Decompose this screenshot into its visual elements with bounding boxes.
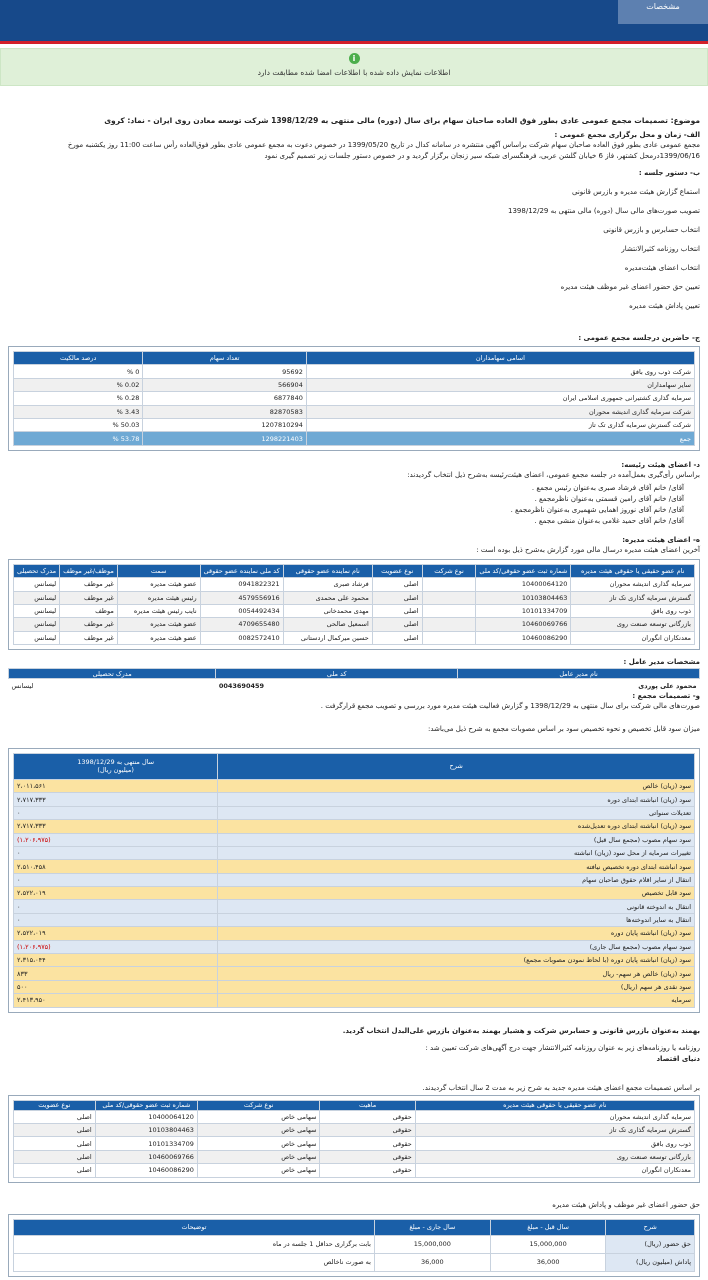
col-header: شماره ثبت عضو حقوقی/کد ملی: [95, 1100, 197, 1110]
table-row: شرکت ذوب روی بافق 95692 0 %: [14, 365, 695, 378]
profit-table: [13, 753, 695, 1008]
section-a-line2: 1399/06/16درمحل کشتهر، فاز 6 خیابان گلشن عربی، فرهنگسرای شبکه سیر زنجان برگزار گردید و در خصوص دستور جلسات زیر تصمیم گیری نمود: [264, 152, 700, 160]
col-header: مدرک تحصیلی: [14, 564, 60, 577]
new-board-table: [13, 1100, 695, 1178]
col-header: اسامی سهامداران: [306, 352, 694, 365]
table-row: حق حضور (ریال) 15,000,000 15,000,000 بابت برگزاری حداقل 1 جلسه در ماه: [14, 1235, 695, 1253]
table-row: سود انباشته ابتدای دوره تخصیص نیافته ۲،۵۱۰،۴۵۸: [14, 860, 695, 873]
presidium-item: آقای/ خانم آقای حمید غلامی به‌عنوان منشی مجمع .: [534, 516, 684, 525]
new-board-box: [8, 1095, 700, 1183]
col-header: سال قبل - مبلغ: [490, 1219, 606, 1235]
col-header: تعداد سهام: [143, 352, 306, 365]
col-header: توضیحات: [14, 1219, 375, 1235]
board-table: [13, 564, 695, 645]
auditor-text: بهمند به‌عنوان بازرس قانونی و حسابرس شرکت و هشیار بهمند به‌عنوان بازرس علی‌البدل انتخاب گردید.: [342, 1026, 700, 1035]
section-a-title: الف- زمان و محل برگزاری مجمع عمومی :: [554, 131, 700, 139]
table-row: انتقال به اندوخته قانونی ۰: [14, 900, 695, 913]
table-row: بازرگانی توسعه صنعت روی 10460069766 اصلی اسمعیل صالحی 4709655480 عضو هیئت مدیره غیر موظف لیسانس: [14, 618, 695, 631]
table-row: انتقال به سایر اندوخته‌ها ۰: [14, 913, 695, 926]
top-bar: [0, 0, 708, 44]
reward-table: [13, 1219, 695, 1272]
table-row: معدنکاران انگوران 10460086290 اصلی حسین میرکمال اردستانی 0082572410 عضو هیئت مدیره غیر موظف لیسانس: [14, 631, 695, 644]
col-header: سال منتهی به 1398/12/29 (میلیون ریال): [14, 753, 218, 779]
col-header: درصد مالکیت: [14, 352, 143, 365]
col-header: نوع عضویت: [372, 564, 422, 577]
table-row: شرکت گسترش سرمایه گذاری تک تاز 1207810294 50.03 %: [14, 418, 695, 431]
table-row: سود نقدی هر سهم (ریال) ۵۰۰: [14, 980, 695, 993]
section-e-title: ه- اعضای هیئت مدیره:: [622, 535, 700, 544]
col-header: نام نماینده عضو حقوقی: [283, 564, 372, 577]
col-header: نوع شرکت: [197, 1100, 320, 1110]
section-a-line1: مجمع عمومی عادی بطور فوق العاده صاحبان سهام شرکت براساس آگهی منتشره در سامانه کدال در تاریخ 1399/05/20 در خصوص دعوت به مجمع عمومی عادی بطور فوق‌العاده رأس ساعت 11:00 روز یکشنبه مورخ: [67, 141, 700, 149]
new-board-intro: بر اساس تصمیمات مجمع اعضای هیئت مدیره جدید به شرح زیر به مدت 2 سال انتخاب گردیدند.: [422, 1083, 700, 1092]
attendees-box: [8, 346, 700, 451]
table-row: سود قابل تخصیص ۲،۵۲۲،۰۱۹: [14, 887, 695, 900]
section-d-intro: براساس رأی‌گیری بعمل‌آمده در جلسه مجمع عمومی، اعضای هیئت‌رئیسه به‌شرح ذیل انتخاب گردیدند:: [407, 470, 700, 479]
col-header: شرح: [218, 753, 695, 779]
reward-box: [8, 1214, 700, 1277]
section-f-line1: صورت‌های مالی شرکت برای سال منتهی به 1398/12/29 و گزارش فعالیت هیئت مدیره مورد بررسی و تصویب مجمع قرارگرفت .: [320, 701, 700, 710]
agenda-item: انتخاب اعضای هیئت‌مدیره: [624, 264, 700, 272]
presidium-item: آقای/ خانم آقای فرشاد صبری به‌عنوان رئیس مجمع .: [531, 483, 684, 492]
col-header: شماره ثبت عضو حقوقی/کد ملی: [476, 564, 571, 577]
table-row: سرمایه گذاری کشتیرانی جمهوری اسلامی ایران 6877840 0.28 %: [14, 392, 695, 405]
table-row: گسترش سرمایه گذاری تک تاز حقوقی سهامی خاص 10103804463 اصلی: [14, 1124, 695, 1137]
col-header: کد ملی نماینده عضو حقوقی: [200, 564, 283, 577]
table-row: ذوب روی بافق 10101334709 اصلی مهدی محمدخانی 0054492434 نایب رئیس هیئت مدیره موظف لیسانس: [14, 604, 695, 617]
agenda-item: تعیین حق حضور اعضای غیر موظف هیئت مدیره: [560, 283, 700, 291]
table-row: ذوب روی بافق حقوقی سهامی خاص 10101334709 اصلی: [14, 1137, 695, 1150]
board-box: [8, 559, 700, 650]
table-row: تعدیلات سنواتی ۰: [14, 806, 695, 819]
col-header: کد ملی: [216, 669, 458, 679]
table-row: سود (زیان) خالص ۲،۰۱۱،۵۶۱: [14, 779, 695, 792]
section-d-title: د- اعضای هیئت رئیسه:: [621, 460, 700, 469]
agenda-item: تصویب صورت‌های مالی سال (دوره) مالی منتهی به 1398/12/29: [508, 207, 700, 215]
subject: موضوع: تصمیمات مجمع عمومی عادی بطور فوق العاده صاحبان سهام برای سال (دوره) مالی منتهی به 1398/12/29 شرکت توسعه معادن روی ایران - نماد: کروی: [104, 116, 700, 125]
agenda-list: [8, 188, 700, 310]
agenda-item: انتخاب روزنامه کثیرالانتشار: [621, 245, 700, 253]
section-f-title: و- تصمیمات مجمع :: [632, 691, 700, 700]
table-row: سود سهام مصوب (مجمع سال جاری) (۱،۲۰۶،۹۷۵): [14, 940, 695, 953]
profit-box: [8, 748, 700, 1013]
ceo-table: [8, 668, 700, 692]
presidium-item: آقای/ خانم آقای رامین قسمتی به‌عنوان ناظرمجمع .: [534, 494, 684, 503]
table-row: شرکت سرمایه گذاری اندیشه محوران 82870583 3.43 %: [14, 405, 695, 418]
profit-rows: [14, 779, 695, 1007]
newspaper-name: دنیای اقتصاد: [656, 1054, 700, 1063]
tab-details[interactable]: مشخصات: [618, 0, 708, 24]
col-header: نام مدیر عامل: [458, 669, 700, 679]
table-row: سود سهام مصوب (مجمع سال قبل) (۱،۲۰۶،۹۷۵): [14, 833, 695, 846]
agenda-item: استماع گزارش هیئت مدیره و بازرس قانونی: [572, 188, 700, 196]
table-row: معدنکاران انگوران حقوقی سهامی خاص 10460086290 اصلی: [14, 1164, 695, 1177]
presidium-list: [8, 484, 684, 526]
section-f-line2: میزان سود قابل تخصیص و نحوه تخصیص سود بر اساس مصوبات مجمع به شرح ذیل می‌باشد:: [427, 724, 700, 733]
table-row: انتقال از سایر اقلام حقوق صاحبان سهام ۰: [14, 873, 695, 886]
table-row: سود (زیان) خالص هر سهم- ریال ۸۳۳: [14, 967, 695, 980]
col-header: سال جاری - مبلغ: [374, 1219, 490, 1235]
section-e-intro: آخرین اعضای هیئت مدیره درسال مالی مورد گزارش به‌شرح ذیل بوده است :: [476, 545, 700, 554]
table-row: تغییرات سرمایه از محل سود (زیان) انباشته ۰: [14, 846, 695, 859]
col-header: نام عضو حقیقی یا حقوقی هیئت مدیره: [571, 564, 695, 577]
presidium-item: آقای/ خانم آقای نوروز اهمایی شهمیری به‌عنوان ناظرمجمع .: [510, 505, 684, 514]
col-header: ماهیت: [320, 1100, 415, 1110]
table-row: سرمایه گذاری اندیشه محوران 10400064120 اصلی فرشاد صبری 0941822321 عضو هیئت مدیره غیر موظف لیسانس: [14, 578, 695, 591]
col-header: سمت: [117, 564, 200, 577]
info-icon: i: [349, 53, 360, 64]
table-row: سرمایه ۲،۴۱۳،۹۵۰: [14, 994, 695, 1007]
table-row: محمود علی پوردی 0043690459 لیسانس: [11, 681, 697, 690]
col-header: شرح: [606, 1219, 695, 1235]
section-c-title: ج- حاضرین درجلسه مجمع عمومی :: [578, 334, 700, 342]
section-b-title: ب- دستور جلسه :: [638, 169, 700, 177]
table-row: سود (زیان) انباشته ابتدای دوره تعدیل‌شده ۲،۷۱۷،۳۳۳: [14, 820, 695, 833]
table-row: بازرگانی توسعه صنعت روی حقوقی سهامی خاص 10460069766 اصلی: [14, 1150, 695, 1163]
col-header: نام عضو حقیقی یا حقوقی هیئت مدیره: [415, 1100, 694, 1110]
table-row: پاداش (میلیون ریال) 36,000 36,000 به صورت ناخالص: [14, 1253, 695, 1271]
ceo-title: مشخصات مدیر عامل :: [623, 658, 700, 667]
col-header: نوع عضویت: [14, 1100, 96, 1110]
table-row: سرمایه گذاری اندیشه محوران حقوقی سهامی خاص 10400064120 اصلی: [14, 1110, 695, 1123]
table-row: سود (زیان) انباشته پایان دوره (با لحاظ نمودن مصوبات مجمع) ۲،۳۱۵،۰۴۴: [14, 954, 695, 967]
notice-text: اطلاعات نمایش داده شده با اطلاعات امضا شده مطابقت دارد: [257, 68, 451, 77]
total-row: جمع 1298221403 53.78 %: [14, 432, 695, 445]
attendees-table: [13, 351, 695, 446]
table-row: سود (زیان) انباشته پایان دوره ۲،۵۲۲،۰۱۹: [14, 927, 695, 940]
agenda-item: انتخاب حسابرس و بازرس قانونی: [603, 226, 700, 234]
newspaper-text: روزنامه یا روزنامه‌های زیر به عنوان روزنامه کثیرالانتشار جهت درج آگهی‌های شرکت تعیین شد :: [425, 1043, 700, 1052]
col-header: موظف/غیر موظف: [60, 564, 118, 577]
agenda-item: تعیین پاداش هیئت مدیره: [629, 302, 700, 310]
verification-notice: [0, 48, 708, 86]
table-row: سایر سهامداران 566904 0.02 %: [14, 378, 695, 391]
table-row: گسترش سرمایه گذاری تک تاز 10103804463 اصلی محمود علی محمدی 4579556916 رئیس هیئت مدیره غیر موظف لیسانس: [14, 591, 695, 604]
col-header: نوع شرکت: [422, 564, 476, 577]
table-row: سود (زیان) انباشته ابتدای دوره ۲،۷۱۷،۳۳۳: [14, 793, 695, 806]
col-header: مدرک تحصیلی: [9, 669, 216, 679]
reward-intro: حق حضور اعضای غیر موظف و پاداش هیئت مدیره: [552, 1200, 700, 1209]
